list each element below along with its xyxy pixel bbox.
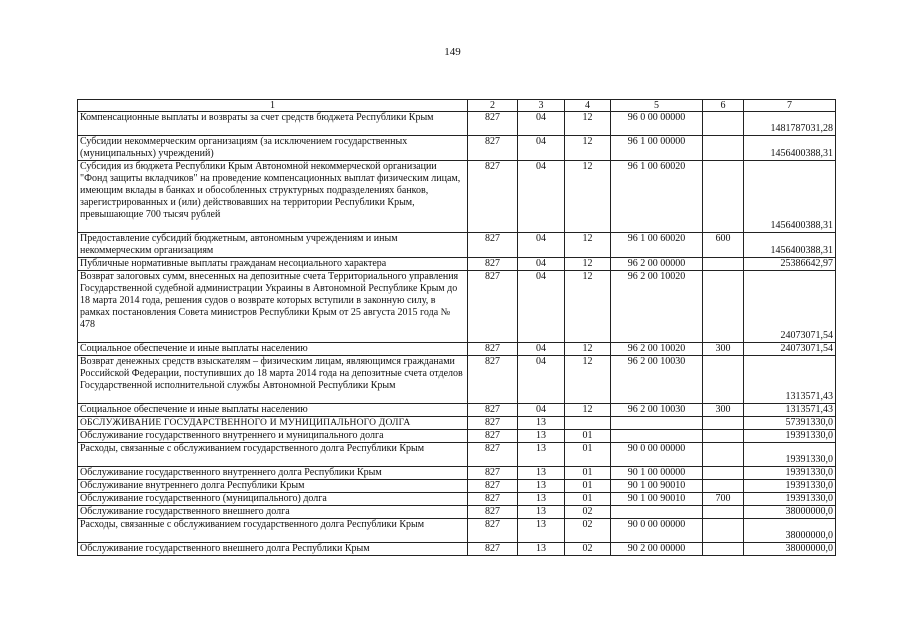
row-name-cell: Социальное обеспечение и иные выплаты населению <box>78 404 468 417</box>
row-section-cell: 04 <box>518 356 565 404</box>
row-target-article-cell: 90 1 00 00000 <box>611 467 703 480</box>
row-subsection-cell: 02 <box>565 543 611 556</box>
row-code-cell: 827 <box>468 467 518 480</box>
row-expense-type-cell <box>703 136 744 161</box>
row-target-article-cell: 96 1 00 60020 <box>611 233 703 258</box>
row-code-cell: 827 <box>468 233 518 258</box>
row-name-cell: Расходы, связанные с обслуживанием государственного долга Республики Крым <box>78 443 468 467</box>
row-expense-type-cell <box>703 417 744 430</box>
row-subsection-cell: 12 <box>565 112 611 136</box>
row-name-cell: Компенсационные выплаты и возвраты за счет средств бюджета Республики Крым <box>78 112 468 136</box>
row-target-article-cell: 96 0 00 00000 <box>611 112 703 136</box>
row-target-article-cell: 90 1 00 90010 <box>611 493 703 506</box>
row-section-cell: 13 <box>518 493 565 506</box>
row-target-article-cell: 96 2 00 00000 <box>611 258 703 271</box>
row-code-cell: 827 <box>468 112 518 136</box>
table-row <box>78 417 836 430</box>
row-expense-type-cell <box>703 271 744 343</box>
row-name-cell: Субсидия из бюджета Республики Крым Автономной некоммерческой организации "Фонд защиты вкладчиков" на проведение компенсационных выплат физическим лицам, имеющим вклады в банках и обособленных структурных подразделениях банков, зарегистрированных и (или) действовавших на территории Республики Крым, превышающие 700 тысяч рублей <box>78 161 468 233</box>
row-amount-cell: 1313571,43 <box>744 404 836 417</box>
table-row <box>78 161 836 233</box>
row-name-cell: Возврат залоговых сумм, внесенных на депозитные счета Территориального управления Государственной судебной администрации Украины в Автономной Республике Крым до 18 марта 2014 года, решения судов о возврате которых вступили в законную силу, в рамках постановления Совета министров Республики Крым от 25 августа 2015 года № 478 <box>78 271 468 343</box>
row-amount-cell: 19391330,0 <box>744 480 836 493</box>
row-code-cell: 827 <box>468 506 518 519</box>
row-target-article-cell: 96 2 00 10030 <box>611 356 703 404</box>
row-expense-type-cell <box>703 467 744 480</box>
row-amount-cell: 19391330,0 <box>744 443 836 467</box>
row-code-cell: 827 <box>468 404 518 417</box>
header-cell: 7 <box>744 100 836 112</box>
row-section-cell: 04 <box>518 161 565 233</box>
table-row <box>78 404 836 417</box>
table-body <box>78 100 836 556</box>
row-name-cell: Расходы, связанные с обслуживанием государственного долга Республики Крым <box>78 519 468 543</box>
row-section-cell: 04 <box>518 271 565 343</box>
row-target-article-cell: 96 1 00 00000 <box>611 136 703 161</box>
row-target-article-cell: 96 2 00 10020 <box>611 271 703 343</box>
row-expense-type-cell <box>703 443 744 467</box>
table-row <box>78 543 836 556</box>
row-target-article-cell <box>611 430 703 443</box>
header-cell: 2 <box>468 100 518 112</box>
row-amount-cell: 38000000,0 <box>744 506 836 519</box>
table-row <box>78 112 836 136</box>
row-subsection-cell: 01 <box>565 480 611 493</box>
row-expense-type-cell <box>703 112 744 136</box>
row-name-cell: Возврат денежных средств взыскателям – физическим лицам, являющимся гражданами Российской Федерации, поступивших до 18 марта 2014 года на депозитные счета отделов Государственной исполнительной службы Автономной Республики Крым <box>78 356 468 404</box>
row-target-article-cell: 96 2 00 10030 <box>611 404 703 417</box>
row-code-cell: 827 <box>468 493 518 506</box>
row-expense-type-cell: 300 <box>703 404 744 417</box>
row-section-cell: 04 <box>518 343 565 356</box>
row-amount-cell: 19391330,0 <box>744 467 836 480</box>
row-name-cell: Публичные нормативные выплаты гражданам несоциального характера <box>78 258 468 271</box>
row-target-article-cell <box>611 417 703 430</box>
row-code-cell: 827 <box>468 356 518 404</box>
row-section-cell: 13 <box>518 443 565 467</box>
header-cell: 1 <box>78 100 468 112</box>
table-header-row <box>78 100 836 112</box>
row-amount-cell: 1456400388,31 <box>744 161 836 233</box>
row-subsection-cell: 01 <box>565 467 611 480</box>
row-amount-cell: 38000000,0 <box>744 519 836 543</box>
row-subsection-cell: 12 <box>565 343 611 356</box>
row-expense-type-cell: 300 <box>703 343 744 356</box>
table-row <box>78 430 836 443</box>
row-amount-cell: 19391330,0 <box>744 493 836 506</box>
header-cell: 6 <box>703 100 744 112</box>
row-amount-cell: 1456400388,31 <box>744 233 836 258</box>
table-row <box>78 258 836 271</box>
row-name-cell: Обслуживание внутреннего долга Республики Крым <box>78 480 468 493</box>
row-code-cell: 827 <box>468 417 518 430</box>
row-name-cell: Обслуживание государственного внутреннего долга Республики Крым <box>78 467 468 480</box>
row-name-cell: Социальное обеспечение и иные выплаты населению <box>78 343 468 356</box>
row-section-cell: 13 <box>518 506 565 519</box>
row-code-cell: 827 <box>468 443 518 467</box>
row-section-cell: 04 <box>518 404 565 417</box>
row-code-cell: 827 <box>468 136 518 161</box>
row-target-article-cell: 96 1 00 60020 <box>611 161 703 233</box>
row-expense-type-cell <box>703 506 744 519</box>
row-subsection-cell <box>565 417 611 430</box>
table-row <box>78 343 836 356</box>
page-number: 149 <box>444 46 461 58</box>
row-subsection-cell: 01 <box>565 443 611 467</box>
row-subsection-cell: 12 <box>565 356 611 404</box>
row-target-article-cell: 90 0 00 00000 <box>611 443 703 467</box>
row-subsection-cell: 02 <box>565 506 611 519</box>
row-subsection-cell: 01 <box>565 430 611 443</box>
row-code-cell: 827 <box>468 519 518 543</box>
row-expense-type-cell <box>703 161 744 233</box>
row-target-article-cell: 90 1 00 90010 <box>611 480 703 493</box>
row-amount-cell: 25386642,97 <box>744 258 836 271</box>
row-subsection-cell: 12 <box>565 161 611 233</box>
row-expense-type-cell <box>703 430 744 443</box>
row-subsection-cell: 12 <box>565 258 611 271</box>
row-expense-type-cell <box>703 480 744 493</box>
table-row <box>78 271 836 343</box>
row-amount-cell: 24073071,54 <box>744 343 836 356</box>
row-name-cell: Обслуживание государственного внутреннего и муниципального долга <box>78 430 468 443</box>
row-amount-cell: 24073071,54 <box>744 271 836 343</box>
row-section-cell: 04 <box>518 233 565 258</box>
table-row <box>78 493 836 506</box>
row-expense-type-cell: 600 <box>703 233 744 258</box>
row-code-cell: 827 <box>468 271 518 343</box>
row-section-cell: 13 <box>518 417 565 430</box>
row-subsection-cell: 12 <box>565 404 611 417</box>
row-section-cell: 04 <box>518 258 565 271</box>
row-expense-type-cell <box>703 258 744 271</box>
row-target-article-cell: 90 0 00 00000 <box>611 519 703 543</box>
row-name-cell: Субсидии некоммерческим организациям (за исключением государственных (муниципальных) учреждений) <box>78 136 468 161</box>
row-code-cell: 827 <box>468 161 518 233</box>
table-row <box>78 233 836 258</box>
table-row <box>78 480 836 493</box>
row-code-cell: 827 <box>468 480 518 493</box>
row-section-cell: 13 <box>518 519 565 543</box>
row-expense-type-cell <box>703 356 744 404</box>
header-cell: 4 <box>565 100 611 112</box>
header-cell: 3 <box>518 100 565 112</box>
table-row <box>78 506 836 519</box>
row-target-article-cell: 96 2 00 10020 <box>611 343 703 356</box>
row-amount-cell: 57391330,0 <box>744 417 836 430</box>
row-subsection-cell: 01 <box>565 493 611 506</box>
row-expense-type-cell <box>703 543 744 556</box>
row-section-cell: 13 <box>518 430 565 443</box>
row-section-cell: 13 <box>518 543 565 556</box>
row-section-cell: 04 <box>518 136 565 161</box>
row-section-cell: 13 <box>518 467 565 480</box>
budget-table <box>77 99 836 556</box>
row-target-article-cell: 90 2 00 00000 <box>611 543 703 556</box>
row-amount-cell: 1313571,43 <box>744 356 836 404</box>
row-subsection-cell: 12 <box>565 136 611 161</box>
header-cell: 5 <box>611 100 703 112</box>
row-amount-cell: 1481787031,28 <box>744 112 836 136</box>
row-expense-type-cell <box>703 519 744 543</box>
row-name-cell: Обслуживание государственного внешнего долга <box>78 506 468 519</box>
row-name-cell: Предоставление субсидий бюджетным, автономным учреждениям и иным некоммерческим организациям <box>78 233 468 258</box>
row-code-cell: 827 <box>468 430 518 443</box>
row-name-cell: Обслуживание государственного (муниципального) долга <box>78 493 468 506</box>
row-target-article-cell <box>611 506 703 519</box>
table-row <box>78 519 836 543</box>
table-row <box>78 443 836 467</box>
table-row <box>78 136 836 161</box>
row-subsection-cell: 12 <box>565 271 611 343</box>
row-subsection-cell: 12 <box>565 233 611 258</box>
row-code-cell: 827 <box>468 343 518 356</box>
row-name-cell: Обслуживание государственного внешнего долга Республики Крым <box>78 543 468 556</box>
row-expense-type-cell: 700 <box>703 493 744 506</box>
row-amount-cell: 19391330,0 <box>744 430 836 443</box>
row-code-cell: 827 <box>468 543 518 556</box>
row-section-cell: 04 <box>518 112 565 136</box>
row-code-cell: 827 <box>468 258 518 271</box>
row-subsection-cell: 02 <box>565 519 611 543</box>
row-section-cell: 13 <box>518 480 565 493</box>
row-amount-cell: 38000000,0 <box>744 543 836 556</box>
row-name-cell: ОБСЛУЖИВАНИЕ ГОСУДАРСТВЕННОГО И МУНИЦИПАЛЬНОГО ДОЛГА <box>78 417 468 430</box>
table-row <box>78 467 836 480</box>
table-row <box>78 356 836 404</box>
row-amount-cell: 1456400388,31 <box>744 136 836 161</box>
